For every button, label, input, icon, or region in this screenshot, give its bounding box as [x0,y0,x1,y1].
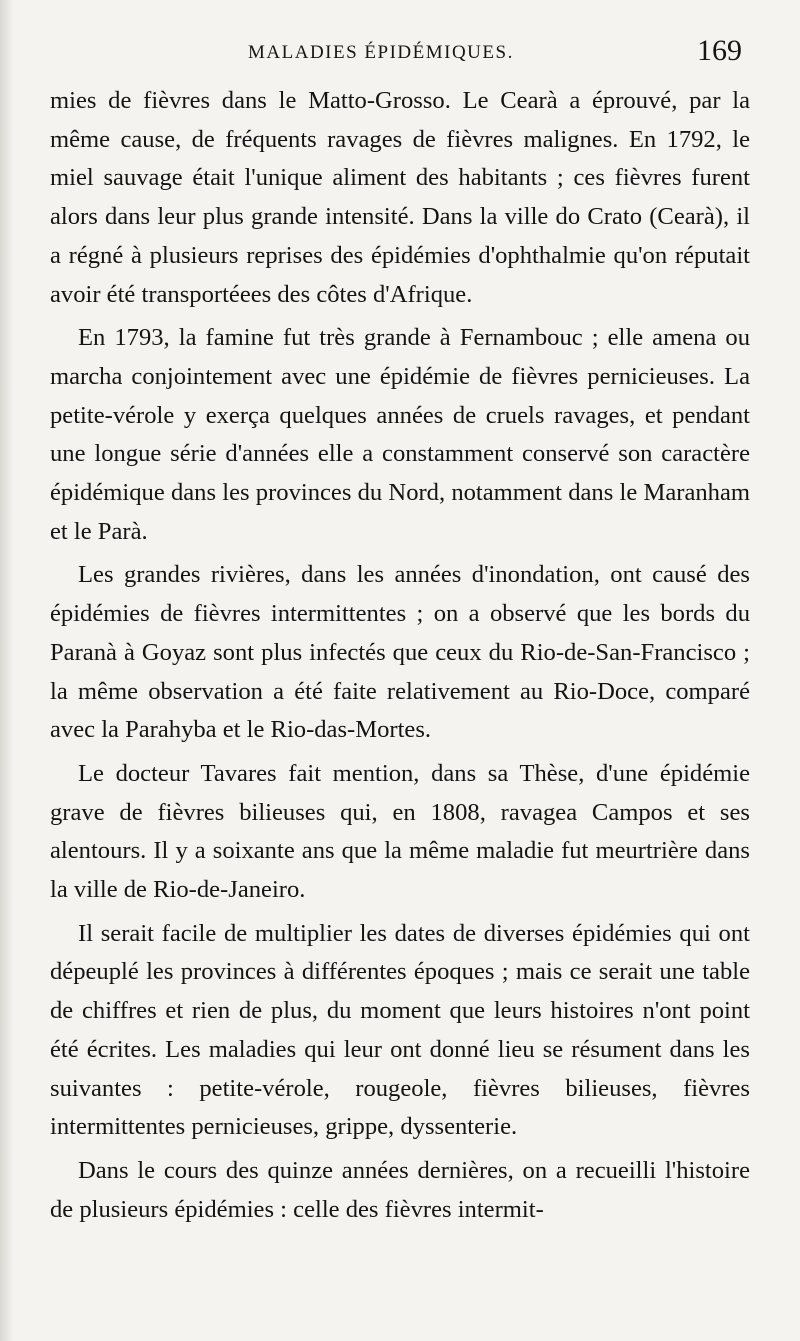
paragraph: Il serait facile de multiplier les dates de diverses épidémies qui ont dépeuplé les provinces à différentes époques ; mais ce serait une table de chiffres et rien de plus, du moment que leurs histoires n'ont point été écrites. Les maladies qui leur ont donné lieu se résument dans les suivantes : petite-vérole, rougeole, fièvres bilieuses, fièvres intermittentes pernicieuses, grippe, dyssenterie. [50,919,750,1141]
page-header [0,34,800,78]
running-title: MALADIES ÉPIDÉMIQUES. [248,42,514,63]
paragraph-continued: mies de fièvres dans le Matto-Grosso. Le Cearà a éprouvé, par la même cause, de fréquents ravages de fièvres malignes. En 1792, le miel sauvage était l'unique aliment des habitants ; ces fièvres furent alors dans leur plus grande intensité. Dans la ville do Crato (Cearà), il a régné à plusieurs reprises des épidémies d'ophthalmie qu'on réputait avoir été transportéees des côtes d'Afrique. [50,87,750,308]
page-number: 169 [697,34,742,67]
paragraph: Dans le cours des quinze années dernières, on a recueilli l'histoire de plusieurs épidémies : celle des fièvres intermit- [50,1156,750,1223]
page-binding-shadow [0,0,14,1341]
body-text [50,82,750,1234]
paragraph: Le docteur Tavares fait mention, dans sa Thèse, d'une épidémie grave de fièvres bilieuses qui, en 1808, ravagea Campos et ses alentours. Il y a soixante ans que la même maladie fut meurtrière dans la ville de Rio-de-Janeiro. [50,759,750,904]
paragraph: Les grandes rivières, dans les années d'inondation, ont causé des épidémies de fièvres intermittentes ; on a observé que les bords du Paranà à Goyaz sont plus infectés que ceux du Rio-de-San-Francisco ; la même observation a été faite relativement au Rio-Doce, comparé avec la Parahyba et le Rio-das-Mortes. [50,561,750,744]
paragraph: En 1793, la famine fut très grande à Fernambouc ; elle amena ou marcha conjointement avec une épidémie de fièvres pernicieuses. La petite-vérole y exerça quelques années de cruels ravages, et pendant une longue série d'années elle a constamment conservé son caractère épidémique dans les provinces du Nord, notamment dans le Maranham et le Parà. [50,324,750,545]
